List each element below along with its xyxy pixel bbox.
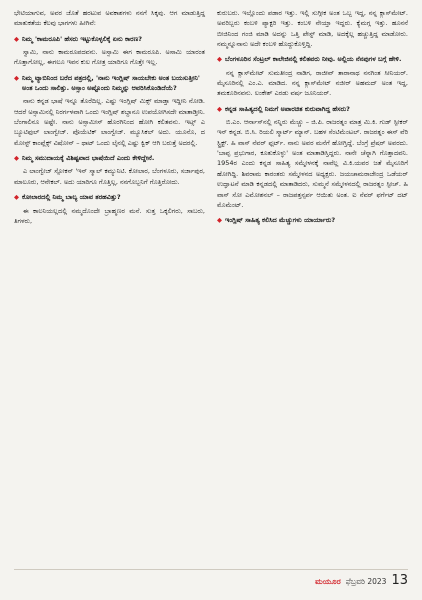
question [14, 73, 205, 94]
question [217, 54, 408, 64]
magazine-brand: ಮಯೂರ [315, 577, 341, 586]
right-column [217, 8, 408, 566]
diamond-bullet-icon: ◆ [14, 73, 19, 82]
footer-divider [14, 569, 408, 570]
answer-paragraph: ಸ್ವಾಮಿ, ನಾನು ಕಾಮರೂಪದವನು. ಅಸ್ಸಾಮಿ ಈಗ ಕಾಮರೂಪಿ. ಅಸಾಮಿ ಯಾರಂತ ಗೊತ್ತಾಗೋಲ್ಲ, ಈಗಲೂ ಇವನ ಕುಲ ಗೋತ್ರ ಯಾರಿಗೂ ಗೊತ್ತೇ ಇಲ್ಲ. [14, 48, 205, 67]
question-text: ನಿಮ್ಮ 'ಕಾಮರೂಪಿ' ಹೆಸರು ಇಟ್ಟುಕೊಳ್ಳಲಿಕ್ಕೆ ಏನು ಕಾರಣ? [22, 34, 142, 43]
question-text: ಕೋಲಾರದಲ್ಲಿ ನಿಮ್ಮ ಬಾಲ್ಯ ಯಾವ ತರಹವಿತ್ತು? [22, 193, 121, 202]
diamond-bullet-icon: ◆ [217, 216, 222, 225]
page-number: 13 [391, 573, 408, 588]
answer-paragraph: ಬಿ.ಎಂ. ಆರ್ನಾಸ್‌ನಲ್ಲಿ ನನ್ನಿರು ಮೆಚ್ಚು – ಜಿ.ಪಿ. ರಾಜರತ್ನಂ ಮಾತ್ರ ಮಿ.ಕಿ. ಗುಡ್ ಸ್ಪೀಕರ್ ಇನ್ ಕನ್ನಡ. ಬಿ.ಸಿ. ರಿಯಲಿ ಸ್ಮಾರ್ಟ್ ಮ್ಯಾನ್. ಬಹಳ ಸೆಂಟಿಮೆಂಟಲ್. ರಾಜರತ್ನಂ ಈಸ್ ವೆರಿ ಸ್ಟ್ರಿಕ್ಟ್. ಹಿ ವಾಸ್ ನೆವರ್ ಫ್ಲರ್ಟ್. ನಾನು ಅವರ ಮನೆಗೆ ಹೋಗ್ತಿದ್ದೆ. ಬೆಂಗ್ರೆ ಪ್ರೆಷರ್‌ ಅವರದು. 'ಬಾಪ್ಪ ಪ್ರಭುಗಾರ, ಕೂತುಕೊಳ್ಳು' ಅಂತ ಮಾತಾಡಿಸ್ತಿದ್ದರು. ನಾನೇ ಚೆನ್ನಾಗಿ ಗೊತ್ತಾದವನಿ. 1954ರ ಎಂದು ಕನ್ನಡ ಸಾಹಿತ್ಯ ಸಮ್ಮೇಳನಕ್ಕೆ ನಾವೆಲ್ಲ ವಿ.ಕಿ.ಯವರ ಜತೆ ಮೈಸೂರಿಗೆ ಹೋಗಿದ್ದಿ. ಶಿವರಾಮ ಕಾರಂತರು ಸಮ್ಮೇಳನದ ಅಧ್ಯಕ್ಷರು. ಜಯಚಾಮರಾಜೇಂದ್ರ ಒಡೆಯರ್ ಉದ್ಘಾಟನೆ ಮಾಡಿ ಕನ್ನಡದಲ್ಲಿ ಮಾತಾಡಿದರು, ಸುಮ್ಮನೆ ಸಮ್ಮೇಳನದಲ್ಲಿ ರಾಜರತ್ನಂ ಸ್ಪೀಚ್. ಹಿ ವಾಸ್ ಸೋ ಎಮೋಶನಲ್ – ರಾಜಪತ್ತನ್ಸರ್ಪ ಆಯಿತು ಅಂತ. ಐ ನೆವರ್ ಫರ್ಗೆಟ್ ದಟ್ ಮೊಮೆಂಟ್. [217, 118, 408, 209]
answer-paragraph: ನಾನು ಕನ್ನಡ ಭಾಷೆ ಇನ್ನೂ ತೊರೆದಿಲ್ಲ. ಎಷ್ಟು ಇಂಗ್ಲಿಷ್ ಮಿಕ್ಸ್ ಮಾಡ್ತಾ ಇದ್ದೀನಿ ನೋಡಿ. ಆದರೆ ಅಸ್ಸಾಮಿನಲ್ಲಿ ನಿರರ್ಗಳವಾಗಿ ಒಂದು ಇಂಗ್ಲಿಷ್ ಶಬ್ದಾನೂ ಉಪಯೋಗಿಸದೇ ಮಾತಾಡ್ತೀನಿ. ಬೆಂಗಾಲಿನೂ ಅಷ್ಟೇ. ನಾನು ಅಸ್ಸಾಮೀಸ್ ಹೊರಗಿನಿಂದ ಹೋಗಿ ಕಲಿತವನು. ಇಟ್ಸ್ ಎ ಬ್ಯೂಟಿಫುಲ್ ಲಾಂಗ್ವೇಜ್. ಪೊಯೆಟಿಕ್ ಲಾಂಗ್ವೇಜ್. ಮ್ಯೂಸಿಕಲ್ ಅದು. ಯೂನೊ, ದ ಮೋಸ್ಟ್ ಕಾಂಪ್ಲೆಕ್ಸ್ ವಿಷೋನ್ – ಥಾಟ್ ಒಂದು ಲೈನಲ್ಲಿ ಎಷ್ಟು ಕ್ವಿಕ್ ಆಗಿ ಬರುತ್ತೆ ಅದರಲ್ಲಿ. [14, 97, 205, 147]
question-text: ಇಂಗ್ಲಿಷ್ ಸಾಹಿತ್ಯ ಕಲಿಸಿದ ಮೆಚ್ಚುಗಳು ಯಾರ್ಯಾರು? [225, 216, 336, 225]
answer-paragraph: ಕುರುಬರು. ಇಲ್ಲೊಂದು ಪಡಾರ ಇತ್ತು. ಇಲ್ಲಿ ಸುಗ್ಗೀಕ ಅಂತ ಒಬ್ಬ ಇದ್ದ, ನನ್ನ ಕ್ಲಾಸ್‌ಮೇಟ್. ಅವರಿಬ್ಬರು ಕಂಬಳಿ ಪ್ಯಾಕ್ಟರಿ ಇತ್ತು. ಕಂಬಳಿ ನೇಯ್ತಾ ಇದ್ದರು. ಕ್ಯೆಮಗ್ಗ ಇತ್ತು. ಹೂನನೆ ಬೀಜಿನಿಂದ ಗಂಜಿ ಮಾಡಿ ಅದನ್ನು ಒತ್ತಿ ಪೇಸ್ಟ್ ಮಾಡಿ, ಅದಕ್ಕೆಲ್ಲ ಹಚ್ಚುತ್ತಿದ್ದ ಮಾಡೋರು. ನಮ್ಮನ್ನೂನಾನು ಅದೇ ಕಂಬಳಿ ಹೊದ್ದುಕೊಳ್ತಿದ್ದಿ. [217, 9, 408, 49]
article-page [14, 8, 408, 566]
question [217, 215, 408, 225]
diamond-bullet-icon: ◆ [14, 193, 19, 202]
question [14, 192, 205, 202]
question-text: ನಿಮ್ಮ ಟ್ಯಾಬಿನಿಂದ ಬರೆದ ಪತ್ರದಲ್ಲಿ, 'ನಾನು ಇಂಗ್ಲಿಷ್ ಸಾಯಬೇಕು ಅಂತ ಬಯಸುತ್ತೀನಿ' ಅಂತ ಒಂದು ಸಾಲಿತ್ತು. ಅಸ್ಸಾಂ ಅಷ್ಟೊಂದು ನಿಮ್ಮನ್ನು ಆವರಿಸಿಕೊಂಡಿದೆಯೆ? [22, 73, 200, 93]
answer-paragraph: ನನ್ನ ಕ್ಲಾಸ್‌ಮೇಟ್ ಸುಮತೀಂದ್ರ ನಾಡಿಗ, ರಾಜೀವ್ ತಾರಾನಾಥ ನನಗಿಂತ ಸೀನಿಯರ್. ಮೈಸೂರಿನಲ್ಲಿ ಎಂ.ಎ. ಮಾಡಿದ. ನನ್ನ ಕ್ಲಾಸ್‌ಮೇಟ್ ನಜೀರ್ ಅಹಮದ್ ಅಂತ ಇದ್ದ, ತಮಕೂರಿನವನು. ಲಂಕೇಶ್ ಎರಡು ವರ್ಷ ಜೂನಿಯರ್. [217, 68, 408, 98]
diamond-bullet-icon: ◆ [14, 154, 19, 163]
answer-paragraph: ಎ ಲಾಂಗ್ವೇಜ್ ಸ್ಪೋಕನ್ 'ಇನ್ ಸ್ಮಾಲ್ ಕಮ್ಯುನಿಟಿ. ಕೋಲಾರ, ಬೆಂಗಳೂರು, ಸರ್ಜಾಪುರ, ಮಾಲೂರು, ಆನೇಕಲ್. ಅದು ಯಾರಿಗೂ ಗೊತ್ತಿಲ್ಲ, ನನಗೊಬ್ಬನಿಗೆ ಗೊತ್ತಿರೋದು. [14, 167, 205, 186]
answer-paragraph: ಭೇಟಿಯಾಗುವ, ಅವರ ಜೊತೆ ಹರಟುವ ಅವಕಾಶಗಳು ನನಗೆ ಸಿಕ್ಕವು. ಆಗ ಮಾಡುತ್ತಿದ್ದ ಮಾತುಕತೆಯ ಕೆಲವು ಭಾಗಗಳು ಹೀಗಿವೆ: [14, 9, 205, 28]
question-text: ನಿಮ್ಮ ಸಮುದಾಯಕ್ಕೆ ವಿಶಿಷ್ಟವಾದ ಭಾಷೆಯಿದೆ ಎಂದು ಕೇಳಿದ್ದೇನೆ. [22, 154, 155, 163]
diamond-bullet-icon: ◆ [14, 34, 19, 43]
question-text: ಬೆಂಗಳೂರಿನ ಸೆಂಟ್ರಲ್ ಕಾಲೇಜಿನಲ್ಲಿ ಕಲಿತವರು ನೀವು. ಅಲ್ಲಿಯ ನೆನಪುಗಳ ಬಗ್ಗೆ ಹೇಳಿ. [225, 55, 402, 64]
question [14, 153, 205, 163]
question [217, 104, 408, 114]
question [14, 34, 205, 44]
diamond-bullet-icon: ◆ [217, 104, 222, 113]
left-column [14, 8, 205, 566]
issue-date: ಫೆಬ್ರವರಿ 2023 [345, 577, 387, 586]
page-footer [315, 573, 408, 588]
diamond-bullet-icon: ◆ [217, 55, 222, 64]
answer-paragraph: ಈ ಕಾಲನಿಯಲ್ಲದಲ್ಲಿ ನಮ್ಮದೊಂದೇ ಬ್ರಾಹ್ಮಣರ ಮನೆ. ಸುತ್ತ ಒಕ್ಕಲಿಗರು, ಸಾಬರು, ತಿಗಳರು, [14, 206, 205, 225]
question-text: ಕನ್ನಡ ಸಾಹಿತ್ಯದಲ್ಲಿ ನಿಮಗೆ ಅಪಾರಚಿತ ಕುರುವಾಗಿದ್ದ ಹೆಸರು? [225, 104, 350, 113]
